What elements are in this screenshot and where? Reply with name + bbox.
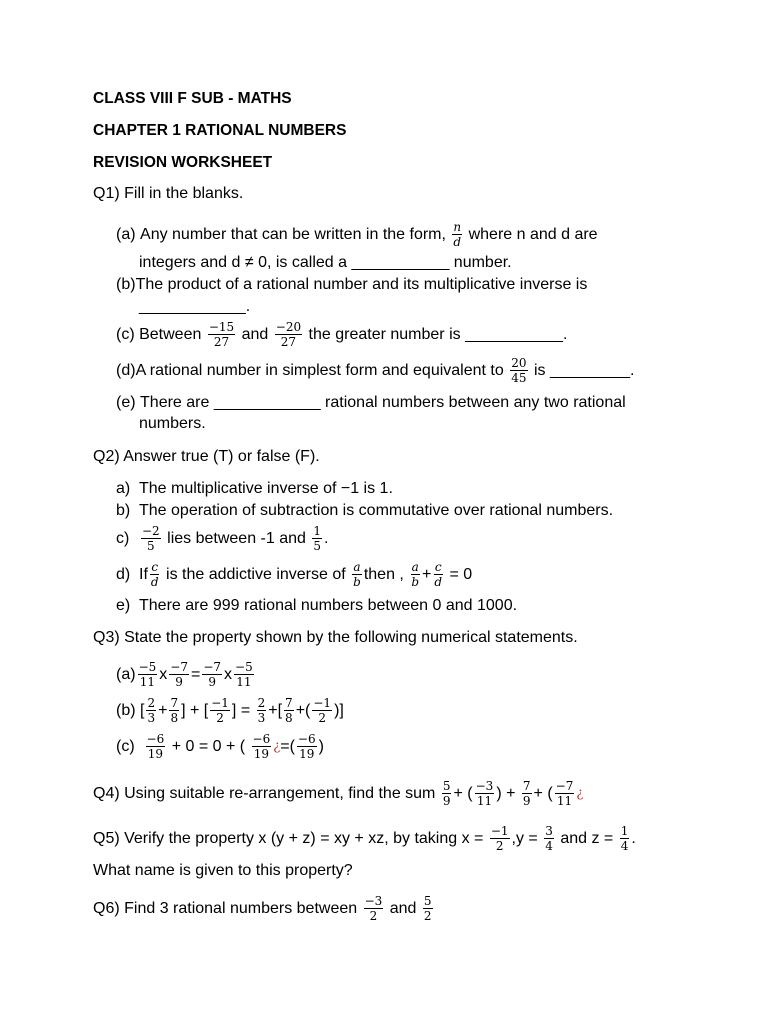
q3-a-line: [116, 661, 256, 688]
q2-c-fraction1: $\frac{-2}{5}$: [142, 524, 160, 553]
q3-b-fraction2: $\frac{7}{8}$: [170, 696, 179, 725]
q1-e-label: (e): [116, 394, 136, 411]
q1-a-label: (a): [116, 225, 136, 243]
q1-d-text1: A rational number in simplest form and equivalent to: [135, 361, 504, 379]
q6-t1: and: [389, 899, 417, 917]
q4-text: Q4) Using suitable re-arrangement, find the sum: [93, 784, 436, 802]
q1-a-text2: where n and d are: [468, 225, 598, 243]
q1-b-text2: ____________.: [139, 298, 251, 315]
q1-b-text1: The product of a rational number and its multiplicative inverse is: [135, 276, 588, 293]
q3-a-op3: x: [224, 665, 233, 683]
q2-d-plus: +: [422, 565, 432, 583]
q3-c-label: (c): [116, 737, 135, 755]
q1-a-text3: integers and d ≠ 0, is called a ___________ number.: [139, 254, 512, 271]
q1-c-text3: the greater number is ___________.: [308, 325, 568, 343]
q6-line: [93, 895, 435, 922]
q2-c-fraction2: $\frac{1}{5}$: [313, 524, 322, 553]
q2-e-label: e): [116, 597, 131, 614]
q3-c-glyph: ¿: [273, 739, 281, 754]
q5-t1: ,y =: [511, 829, 538, 847]
worksheet-heading: REVISION WORKSHEET: [93, 154, 273, 171]
q4-fraction3: $\frac{7}{9}$: [522, 779, 531, 808]
q2-c-label: c): [116, 529, 130, 547]
q5-t2: and z =: [560, 829, 614, 847]
q1-e-line2: [139, 415, 206, 433]
q5-line1: [93, 825, 636, 852]
q1-c-line: [116, 321, 567, 348]
q3-a-fraction4: $\frac{-5}{11}$: [235, 660, 253, 689]
q2-d-fraction4: $\frac{c}{d}$: [434, 560, 443, 589]
q2-c-text1: lies between -1 and: [167, 529, 306, 547]
q3-c-t1: + 0 = 0 + (: [171, 737, 246, 755]
q3-a-fraction1: $\frac{-5}{11}$: [138, 660, 157, 689]
q3-a-op1: x: [159, 665, 168, 683]
q4-t3: + (: [533, 784, 553, 802]
q3-a-fraction2: $\frac{-7}{9}$: [170, 660, 188, 689]
q3-title: Q3) State the property shown by the following numerical statements.: [93, 629, 578, 646]
q1-d-fraction: $\frac{20}{45}$: [511, 356, 527, 385]
q3-c-fraction2: $\frac{-6}{19}$: [252, 732, 271, 761]
q2-c-line: [116, 525, 328, 552]
q4-fraction4: $\frac{-7}{11}$: [555, 779, 574, 808]
q4-line: [93, 780, 583, 807]
q2-d-text1: If: [139, 565, 148, 583]
q3-b-t3: ] + [: [181, 701, 209, 719]
q1-c-text1: Between: [139, 325, 202, 343]
q3-c-fraction3: $\frac{-6}{19}$: [297, 732, 316, 761]
q2-d-text2: is the addictive inverse of: [166, 565, 346, 583]
q2-d-text3: then ,: [363, 565, 404, 583]
q1-a-line2: [139, 254, 512, 272]
q3-c-fraction1: $\frac{-6}{19}$: [146, 732, 165, 761]
q5-fraction3: $\frac{1}{4}$: [620, 824, 629, 853]
q2-d-text4: = 0: [449, 565, 473, 583]
q2-d-fraction1: $\frac{c}{d}$: [150, 560, 159, 589]
q2-b-label: b): [116, 502, 131, 519]
q2-b-text: The operation of subtraction is commutative over rational numbers.: [139, 502, 614, 519]
q1-c-fraction1: $\frac{-15}{27}$: [208, 320, 235, 349]
q3-c-line: [116, 733, 324, 760]
q1-a-text1: Any number that can be written in the form,: [140, 225, 446, 243]
q1-a-line1: [116, 221, 598, 248]
q1-title: Q1) Fill in the blanks.: [93, 185, 244, 202]
q1-c-fraction2: $\frac{-20}{27}$: [275, 320, 302, 349]
q1-c-text2: and: [241, 325, 269, 343]
q1-e-line1: [116, 394, 626, 412]
q5-fraction1: $\frac{-1}{2}$: [490, 824, 509, 853]
q3-b-fraction4: $\frac{2}{3}$: [257, 696, 266, 725]
q2-d-line: [116, 561, 472, 588]
q3-c-t2: =(: [280, 737, 295, 755]
q3-a-fraction3: $\frac{-7}{9}$: [203, 660, 222, 689]
q4-glyph: ¿: [576, 786, 584, 801]
q1-a-fraction: $\frac{n}{d}$: [453, 220, 462, 249]
q6-fraction2: $\frac{5}{2}$: [423, 894, 432, 923]
q3-b-t4: ] =: [231, 701, 251, 719]
q2-d-fraction2: $\frac{a}{b}$: [353, 560, 361, 589]
q5-t3: .: [631, 829, 636, 847]
q6-text: Q6) Find 3 rational numbers between: [93, 899, 358, 917]
q6-fraction1: $\frac{-3}{2}$: [364, 894, 383, 923]
q3-b-fraction6: $\frac{-1}{2}$: [313, 696, 332, 725]
class-heading: CLASS VIII F SUB - MATHS: [93, 90, 292, 107]
q3-a-label: (a): [116, 665, 136, 683]
q4-t1: + (: [453, 784, 473, 802]
q2-e-text: There are 999 rational numbers between 0 and 1000.: [139, 597, 518, 614]
chapter-heading: CHAPTER 1 RATIONAL NUMBERS: [93, 122, 347, 139]
q2-b-line: [116, 502, 613, 520]
q3-b-t2: +: [158, 701, 168, 719]
q5-text1: Q5) Verify the property x (y + z) = xy + xz, by taking x =: [93, 829, 484, 847]
q1-e-text2: numbers.: [139, 415, 206, 432]
q3-b-t1: [: [140, 701, 145, 719]
q3-b-fraction3: $\frac{-1}{2}$: [211, 696, 229, 725]
q1-d-line: [116, 357, 634, 384]
q1-c-label: (c): [116, 325, 135, 343]
q2-e-line: [116, 597, 517, 615]
q3-b-label: (b): [116, 701, 136, 719]
q2-d-fraction3: $\frac{a}{b}$: [411, 560, 419, 589]
q2-a-line: [116, 480, 393, 498]
q1-b-label: (b): [116, 276, 136, 293]
q1-b-line1: [116, 276, 587, 294]
q4-t2: ) +: [496, 784, 516, 802]
q5-fraction2: $\frac{3}{4}$: [545, 824, 553, 853]
q3-b-t5: +[: [268, 701, 283, 719]
q2-d-label: d): [116, 565, 131, 583]
q5-text2: What name is given to this property?: [93, 862, 353, 879]
q3-b-fraction1: $\frac{2}{3}$: [147, 696, 156, 725]
q1-e-text1: There are ____________ rational numbers between any two rational: [140, 394, 626, 411]
q2-c-text2: .: [324, 529, 329, 547]
q3-a-op2: =: [190, 665, 201, 683]
q3-b-t6: +(: [295, 701, 311, 719]
q2-title: Q2) Answer true (T) or false (F).: [93, 448, 320, 465]
q3-c-t3: ): [318, 737, 324, 755]
q2-a-label: a): [116, 480, 131, 497]
q1-d-text2: is _________.: [533, 361, 635, 379]
q1-d-label: (d): [116, 361, 136, 379]
q3-b-t7: )]: [334, 701, 344, 719]
q3-b-fraction5: $\frac{7}{8}$: [285, 696, 293, 725]
q4-fraction2: $\frac{-3}{11}$: [475, 779, 494, 808]
q4-fraction1: $\frac{5}{9}$: [442, 779, 451, 808]
q2-a-text: The multiplicative inverse of −1 is 1.: [139, 480, 393, 497]
q3-b-line: [116, 697, 344, 724]
q1-b-line2: [139, 298, 250, 316]
